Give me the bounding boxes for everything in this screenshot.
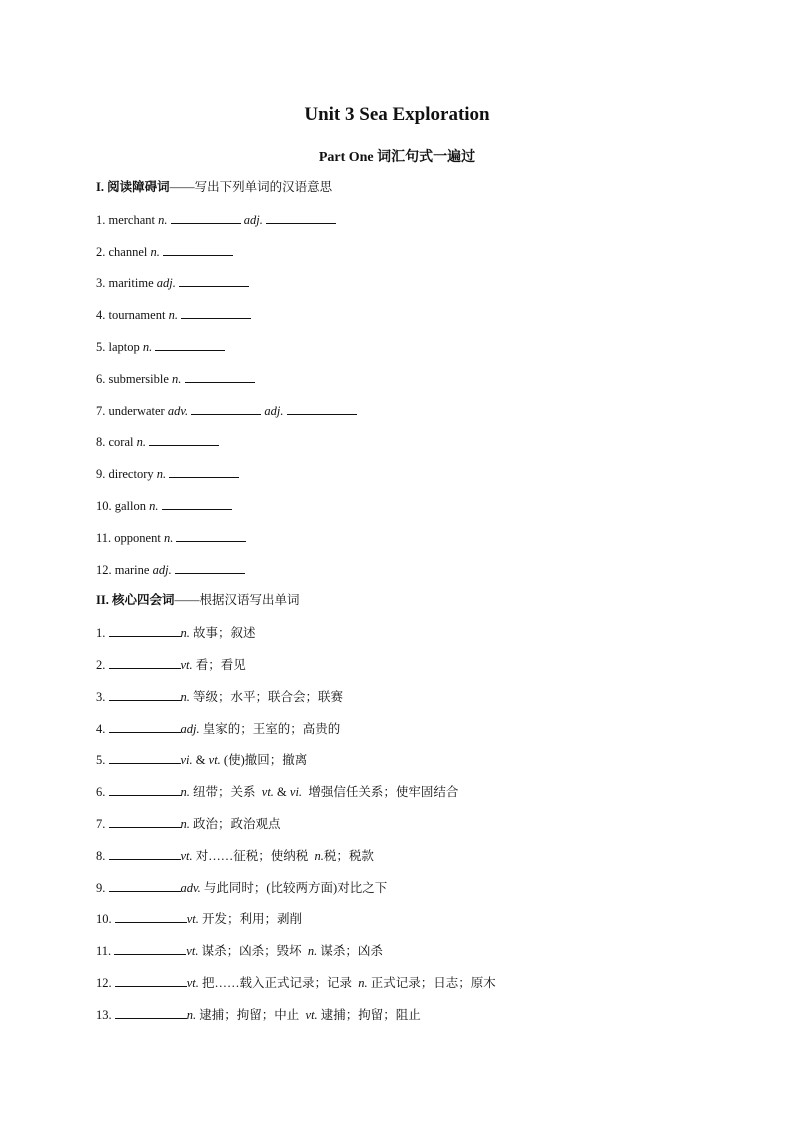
- item-number: 5.: [96, 753, 109, 768]
- answer-blank[interactable]: [109, 719, 181, 733]
- vocab-item: [96, 337, 225, 355]
- vocab-item: [96, 973, 496, 991]
- meaning-text: 纽带；关系: [189, 785, 262, 800]
- item-number: 1.: [96, 212, 109, 227]
- part-of-speech: adj.: [261, 403, 284, 418]
- item-number: 6.: [96, 371, 109, 386]
- part-of-speech: adj.: [180, 721, 200, 736]
- vocab-item: [96, 273, 249, 291]
- vocab-item: [96, 623, 256, 641]
- answer-blank[interactable]: [109, 814, 181, 828]
- item-number: 7.: [96, 817, 109, 831]
- meaning-text: 等级；水平；联合会；联赛: [189, 689, 344, 704]
- part-of-speech: adj.: [240, 212, 263, 227]
- part-of-speech: vt.: [186, 944, 199, 959]
- item-number: 2.: [96, 244, 109, 259]
- part-of-speech: n.: [180, 817, 190, 831]
- vocab-item: [96, 846, 374, 864]
- part-of-speech: n.: [149, 499, 159, 513]
- item-number: 13.: [96, 1007, 115, 1022]
- part-of-speech: n.: [163, 530, 174, 545]
- item-word: coral: [108, 435, 137, 450]
- vocab-item: [96, 305, 251, 323]
- answer-blank[interactable]: [169, 464, 239, 478]
- part-of-speech: n.: [314, 848, 324, 863]
- section-number: II.: [96, 593, 112, 608]
- answer-blank[interactable]: [179, 273, 249, 287]
- page-title: Unit 3 Sea Exploration: [304, 104, 490, 125]
- part-of-speech: n.: [186, 1007, 197, 1022]
- part-of-speech: n.: [180, 626, 190, 641]
- part-of-speech: vt.: [261, 785, 274, 800]
- item-number: 3.: [96, 689, 109, 704]
- part-of-speech: adv.: [180, 880, 201, 895]
- part-of-speech: n.: [172, 371, 182, 386]
- meaning-text: 政治；政治观点: [189, 817, 281, 831]
- vocab-item: [96, 432, 219, 450]
- item-number: 4.: [96, 721, 109, 736]
- vocab-item: [96, 750, 307, 768]
- part-of-speech: n.: [358, 976, 368, 990]
- part-of-speech: vt.: [180, 658, 193, 672]
- vocab-item: [96, 210, 336, 228]
- part-of-speech: n.: [307, 944, 318, 959]
- meaning-text: 看；看见: [192, 658, 246, 672]
- meaning-text: 故事；叙述: [189, 626, 256, 641]
- item-number: 8.: [96, 435, 109, 450]
- vocab-item: [96, 782, 458, 800]
- part-of-speech: n.: [150, 244, 160, 259]
- vocab-item: [96, 878, 387, 896]
- item-word: directory: [108, 467, 157, 482]
- meaning-text: 逮捕；拘留；阻止: [317, 1007, 421, 1022]
- vocab-item: [96, 814, 281, 832]
- meaning-text: 开发；利用；剥削: [198, 912, 303, 927]
- section-number: I.: [96, 180, 108, 194]
- item-number: 1.: [96, 626, 109, 641]
- vocab-item: [96, 655, 246, 673]
- item-number: 11.: [96, 530, 115, 545]
- part-of-speech: vi.: [180, 753, 193, 768]
- item-number: 9.: [96, 880, 109, 895]
- item-word: submersible: [108, 371, 173, 386]
- part-of-speech: adj.: [156, 276, 176, 291]
- part-of-speech: vi.: [289, 785, 303, 800]
- part-of-speech: vt.: [186, 976, 199, 990]
- item-word: laptop: [108, 340, 143, 354]
- answer-blank[interactable]: [162, 496, 232, 510]
- answer-blank[interactable]: [175, 560, 245, 574]
- section-title: 核心四会词: [111, 593, 175, 608]
- section-heading: [96, 591, 300, 609]
- meaning-text: &: [273, 785, 290, 800]
- part-of-speech: n.: [136, 435, 146, 450]
- item-number: 12.: [96, 976, 115, 990]
- item-number: 12.: [96, 562, 115, 577]
- answer-blank[interactable]: [109, 687, 181, 701]
- section-instruction: ——写出下列单词的汉语意思: [169, 180, 333, 194]
- item-number: 7.: [96, 403, 109, 418]
- part-of-speech: vt.: [305, 1007, 318, 1022]
- item-number: 2.: [96, 658, 109, 672]
- vocab-item: [96, 464, 239, 482]
- vocab-item: [96, 687, 343, 705]
- item-number: 8.: [96, 848, 109, 863]
- item-number: 10.: [96, 499, 115, 513]
- vocab-item: [96, 560, 245, 578]
- meaning-text: 皇家的；王室的；高贵的: [199, 721, 341, 736]
- part-of-speech: n.: [158, 212, 168, 227]
- answer-blank[interactable]: [115, 973, 187, 987]
- item-number: 6.: [96, 785, 109, 800]
- meaning-text: 谋杀；凶杀: [317, 944, 383, 959]
- answer-blank[interactable]: [155, 337, 225, 351]
- item-word: marine: [114, 562, 153, 577]
- item-word: channel: [108, 244, 151, 259]
- meaning-text: (使)撤回；撤离: [220, 753, 308, 768]
- answer-blank[interactable]: [191, 401, 261, 415]
- answer-blank[interactable]: [114, 941, 186, 955]
- part-of-speech: n.: [142, 340, 153, 354]
- part-of-speech: vt.: [208, 753, 221, 768]
- part-of-speech: adv.: [167, 403, 189, 418]
- answer-blank[interactable]: [149, 432, 219, 446]
- vocab-item: [96, 369, 255, 387]
- meaning-text: &: [192, 753, 209, 768]
- vocab-item: [96, 909, 302, 927]
- item-word: tournament: [108, 308, 169, 323]
- answer-blank[interactable]: [109, 750, 181, 764]
- item-word: underwater: [108, 403, 168, 418]
- answer-blank[interactable]: [185, 369, 255, 383]
- meaning-text: 税；税款: [323, 848, 374, 863]
- answer-blank[interactable]: [109, 655, 181, 669]
- item-word: gallon: [114, 499, 150, 513]
- part-heading: Part One 词汇句式一遍过: [318, 150, 476, 165]
- section-heading: [96, 178, 332, 196]
- part-of-speech: n.: [180, 689, 190, 704]
- part-of-speech: n.: [180, 785, 190, 800]
- answer-blank[interactable]: [181, 305, 251, 319]
- meaning-text: 把……载入正式记录；记录: [198, 976, 359, 990]
- vocab-item: [96, 941, 383, 959]
- item-word: opponent: [114, 530, 164, 545]
- part-of-speech: vt.: [186, 912, 199, 927]
- answer-blank[interactable]: [171, 210, 241, 224]
- item-number: 3.: [96, 276, 109, 291]
- answer-blank[interactable]: [176, 528, 246, 542]
- item-number: 9.: [96, 467, 109, 482]
- item-number: 11.: [96, 944, 115, 959]
- vocab-item: [96, 401, 357, 419]
- answer-blank[interactable]: [266, 210, 336, 224]
- meaning-text: 与此同时；(比较两方面)对比之下: [200, 880, 388, 895]
- answer-blank[interactable]: [109, 878, 181, 892]
- item-word: merchant: [108, 212, 159, 227]
- vocab-item: [96, 242, 233, 260]
- part-of-speech: vt.: [180, 848, 193, 863]
- vocab-item: [96, 719, 340, 737]
- part-of-speech: adj.: [152, 562, 172, 577]
- answer-blank[interactable]: [115, 909, 187, 923]
- answer-blank[interactable]: [109, 846, 181, 860]
- meaning-text: 谋杀；凶杀；毁坏: [198, 944, 308, 959]
- vocab-item: [96, 496, 232, 514]
- item-number: 10.: [96, 912, 115, 927]
- answer-blank[interactable]: [109, 782, 181, 796]
- section-title: 阅读障碍词: [107, 180, 170, 194]
- part-of-speech: n.: [168, 308, 178, 323]
- section-instruction: ——根据汉语写出单词: [174, 593, 300, 608]
- answer-blank[interactable]: [163, 242, 233, 256]
- item-word: maritime: [108, 276, 157, 291]
- answer-blank[interactable]: [287, 401, 357, 415]
- meaning-text: 逮捕；拘留；中止: [196, 1007, 306, 1022]
- meaning-text: 正式记录；日志；原木: [367, 976, 496, 990]
- answer-blank[interactable]: [109, 623, 181, 637]
- answer-blank[interactable]: [115, 1005, 187, 1019]
- meaning-text: 对……征税；使纳税: [192, 848, 315, 863]
- part-of-speech: n.: [156, 467, 167, 482]
- item-number: 5.: [96, 340, 109, 354]
- vocab-item: [96, 1005, 421, 1023]
- item-number: 4.: [96, 308, 109, 323]
- meaning-text: 增强信任关系；使牢固结合: [302, 785, 459, 800]
- vocab-item: [96, 528, 246, 546]
